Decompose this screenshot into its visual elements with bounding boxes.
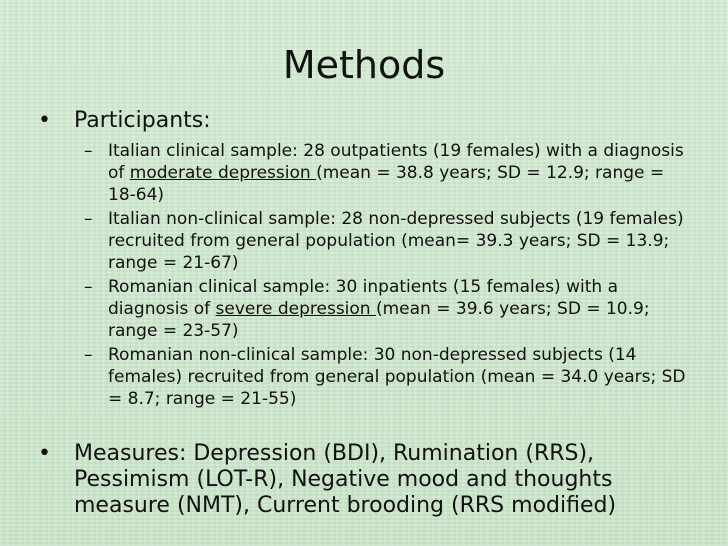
participants-list (84, 140, 698, 410)
list-item-text-post: (mean = 38.8 years; SD = 12.9; range = 18-64) (108, 163, 665, 205)
dash-icon: – (84, 345, 93, 365)
list-item (84, 276, 698, 342)
dash-icon: – (84, 277, 93, 297)
measures-bullet (38, 441, 698, 519)
list-item-text-post: (mean = 39.6 years; SD = 10.9; range = 23-57) (108, 299, 650, 341)
participants-section (38, 108, 698, 412)
underlined-term: severe depression (215, 299, 376, 319)
slide-title: Methods (282, 43, 446, 87)
list-item (84, 208, 698, 274)
list-item-text-pre: Italian clinical sample: 28 outpatients (19 females) with a diagnosis of (108, 141, 684, 183)
list-item-text (108, 276, 694, 342)
list-item (84, 140, 698, 206)
bullet-icon: • (38, 108, 51, 133)
list-item (84, 344, 698, 410)
list-item-text (108, 344, 694, 410)
bullet-icon: • (38, 441, 51, 466)
participants-bullet (38, 108, 698, 134)
participants-heading: Participants: (74, 108, 211, 133)
dash-icon: – (84, 209, 93, 229)
measures-section (38, 441, 698, 519)
dash-icon: – (84, 141, 93, 161)
list-item-text-pre: Romanian non-clinical sample: 30 non-depressed subjects (14 females) recruited from general population (mean = 34.0 years; SD = 8.7; range = 21-55) (108, 345, 686, 409)
list-item-text (108, 208, 694, 274)
list-item-text (108, 140, 694, 206)
list-item-text-pre: Romanian clinical sample: 30 inpatients (15 females) with a diagnosis of (108, 277, 618, 319)
underlined-term: moderate depression (129, 163, 317, 183)
list-item-text-pre: Italian non-clinical sample: 28 non-depressed subjects (19 females) recruited from general population (mean= 39.3 years; SD = 13.9; range = 21-67) (108, 209, 684, 273)
measures-text: Measures: Depression (BDI), Rumination (RRS), Pessimism (LOT-R), Negative mood and thoughts measure (NMT), Current brooding (RRS modified) (74, 441, 617, 518)
